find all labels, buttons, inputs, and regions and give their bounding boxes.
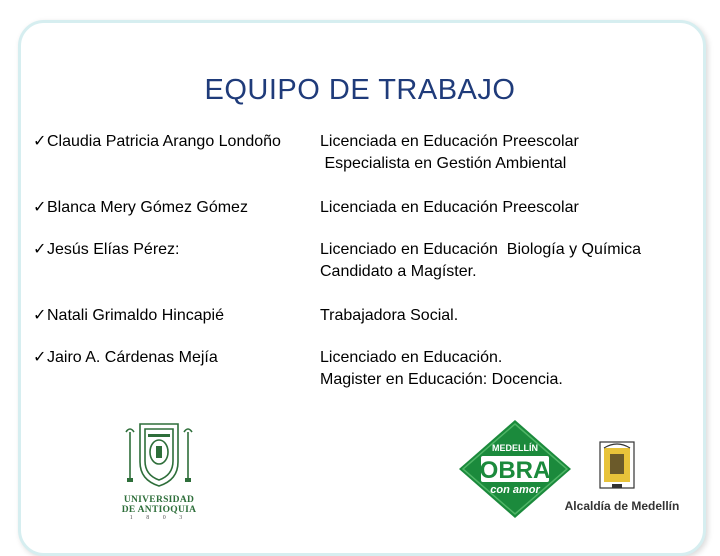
checkmark-icon: ✓ <box>33 307 47 324</box>
udea-name-line2: DE ANTIOQUIA <box>121 505 197 515</box>
medellin-sub-label: con amor <box>490 484 540 496</box>
member-credentials <box>320 347 563 391</box>
credential-line: Licenciada en Educación Preescolar <box>320 133 579 150</box>
slide-title: EQUIPO DE TRABAJO <box>204 74 516 106</box>
credential-line: Licenciado en Educación Biología y Química <box>320 241 642 258</box>
udea-name-line1: UNIVERSIDAD <box>123 495 195 505</box>
checkmark-icon: ✓ <box>33 241 47 258</box>
alcaldia-logo <box>552 440 692 518</box>
alcaldia-crest-icon <box>552 440 692 518</box>
udea-year: 1 8 0 3 <box>129 515 189 521</box>
member-name: ✓Jesús Elías Pérez: <box>33 241 180 258</box>
member-credentials <box>320 305 458 327</box>
udea-logo <box>118 418 200 521</box>
checkmark-icon: ✓ <box>33 199 47 216</box>
member-name: ✓Jairo A. Cárdenas Mejía <box>33 349 218 366</box>
credential-line: Licenciado en Educación. <box>320 349 503 366</box>
medellin-top-label: MEDELLÍN <box>492 443 538 453</box>
member-credentials <box>320 197 579 219</box>
member-name: ✓Claudia Patricia Arango Londoño <box>33 133 281 150</box>
medellin-main-label: OBRA <box>479 457 551 484</box>
alcaldia-label: Alcaldía de Medellín <box>564 499 680 513</box>
udea-seal-icon <box>118 418 200 490</box>
credential-line: Candidato a Magíster. <box>320 263 477 280</box>
credential-line: Trabajadora Social. <box>320 307 459 324</box>
checkmark-icon: ✓ <box>33 133 47 150</box>
checkmark-icon: ✓ <box>33 349 47 366</box>
member-name: ✓Natali Grimaldo Hincapié <box>33 307 224 324</box>
credential-line: Magister en Educación: Docencia. <box>320 371 563 388</box>
member-credentials <box>320 239 641 283</box>
credential-line: Especialista en Gestión Ambiental <box>320 155 567 172</box>
credential-line: Licenciada en Educación Preescolar <box>320 199 579 216</box>
member-credentials <box>320 131 579 175</box>
member-name: ✓Blanca Mery Gómez Gómez <box>33 199 248 216</box>
